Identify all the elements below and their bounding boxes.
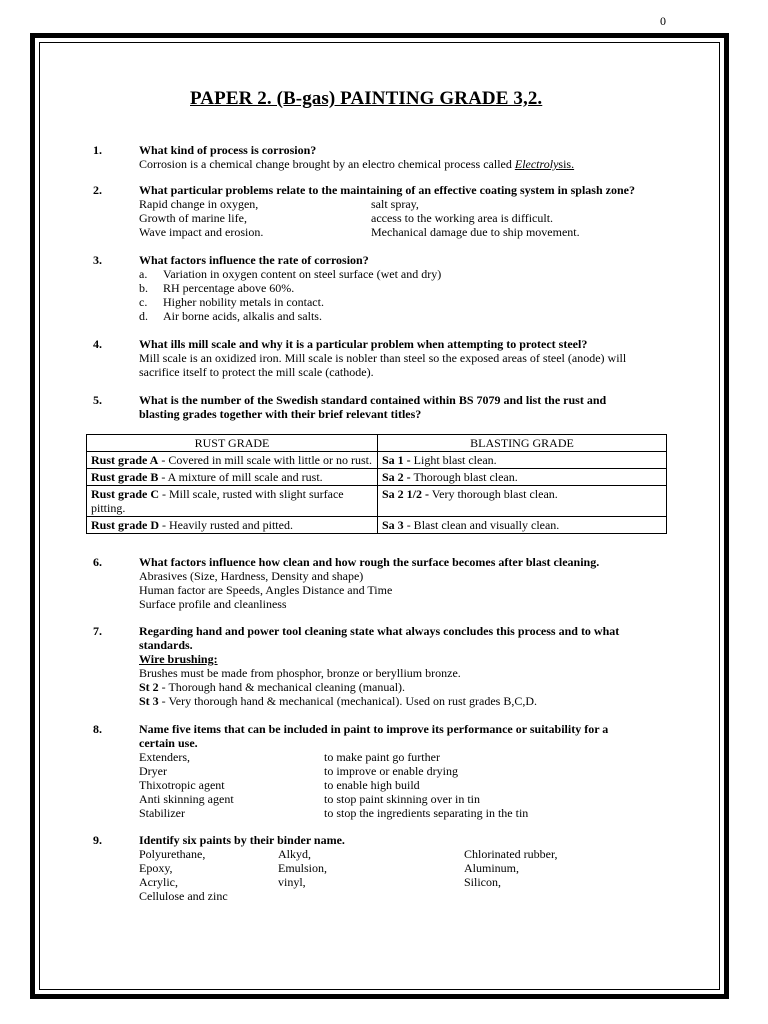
paint-name: Aluminum, — [464, 861, 520, 875]
answer-row — [139, 806, 679, 820]
answer-line: Mill scale is an oxidized iron. Mill scale is nobler than steel so the exposed areas of steel (anode) will — [139, 351, 627, 365]
standard-label: St 2 — [139, 680, 159, 694]
blasting-grade-desc: Very thorough blast clean. — [429, 487, 558, 501]
answer-term-italic: Electroly — [514, 157, 559, 171]
table-row — [87, 452, 667, 469]
answer-row — [139, 778, 679, 792]
rust-grade-cell — [87, 486, 378, 517]
blasting-grade-cell — [378, 486, 667, 517]
question-text: blasting grades together with their brief relevant titles? — [139, 407, 422, 421]
answer-line: sacrifice itself to protect the mill scale (cathode). — [139, 365, 374, 379]
rust-grade-desc: - Mill scale, rusted with slight surface pitting. — [91, 487, 344, 515]
list-text: RH percentage above 60%. — [163, 281, 295, 295]
list-item — [139, 281, 679, 295]
rust-grade-desc: - Heavily rusted and pitted. — [159, 518, 293, 532]
blasting-grade-label: Sa 1 - — [382, 453, 411, 467]
answer-row — [139, 861, 679, 875]
blasting-grade-desc: Thorough blast clean. — [410, 470, 518, 484]
item-name: Anti skinning agent — [139, 792, 234, 806]
rust-grade-label: Rust grade D — [91, 518, 159, 532]
answer-row — [139, 764, 679, 778]
answer-line: Surface profile and cleanliness — [139, 597, 287, 611]
item-purpose: to stop paint skinning over in tin — [324, 792, 480, 806]
grades-table — [86, 434, 667, 534]
list-item — [139, 295, 679, 309]
question-text: Regarding hand and power tool cleaning state what always concludes this process and to what — [139, 624, 620, 638]
page-title: PAPER 2. (B-gas) PAINTING GRADE 3,2. — [190, 88, 543, 109]
question-text: What factors influence how clean and how rough the surface becomes after blast cleaning. — [139, 555, 600, 569]
item-purpose: to enable high build — [324, 778, 420, 792]
question-text: What factors influence the rate of corrosion? — [139, 253, 369, 267]
paint-name: Emulsion, — [278, 861, 328, 875]
answer-line — [139, 694, 679, 708]
list-text: Higher nobility metals in contact. — [163, 295, 324, 309]
answer-line: Cellulose and zinc — [139, 889, 228, 903]
table-row — [87, 517, 667, 534]
factor-list — [139, 267, 679, 323]
question-text: certain use. — [139, 736, 198, 750]
answer-left: Wave impact and erosion. — [139, 225, 264, 239]
list-item — [139, 267, 679, 281]
question-text: What ills mill scale and why it is a particular problem when attempting to protect steel? — [139, 337, 588, 351]
question-number: 5. — [93, 393, 102, 407]
paint-name: vinyl, — [278, 875, 306, 889]
rust-grade-cell — [87, 517, 378, 534]
column-header-rust-grade: RUST GRADE — [87, 435, 378, 452]
table-row — [87, 469, 667, 486]
item-name: Thixotropic agent — [139, 778, 225, 792]
item-purpose: to stop the ingredients separating in the tin — [324, 806, 529, 820]
rust-grade-cell — [87, 469, 378, 486]
question-number: 2. — [93, 183, 102, 197]
page-number: 0 — [660, 14, 666, 28]
question-number: 7. — [93, 624, 102, 638]
question-text: What is the number of the Swedish standard contained within BS 7079 and list the rust and — [139, 393, 607, 407]
answer-row — [139, 792, 679, 806]
blasting-grade-desc: - Blast clean and visually clean. — [403, 518, 560, 532]
list-item — [139, 309, 679, 323]
question-number: 6. — [93, 555, 102, 569]
answer-line: Brushes must be made from phosphor, bronze or beryllium bronze. — [139, 666, 461, 680]
rust-grade-label: Rust grade C — [91, 487, 159, 501]
paint-name: Silicon, — [464, 875, 502, 889]
answer-line: Human factor are Speeds, Angles Distance and Time — [139, 583, 393, 597]
answer-prefix: Corrosion is a chemical change brought by an electro chemical process called — [139, 157, 515, 171]
answer-text — [139, 157, 679, 171]
table-row — [87, 486, 667, 517]
paint-name: Polyurethane, — [139, 847, 206, 861]
paint-name: Alkyd, — [278, 847, 311, 861]
answer-row — [139, 197, 679, 211]
standard-label: St 3 — [139, 694, 159, 708]
item-purpose: to improve or enable drying — [324, 764, 458, 778]
rust-grade-label: Rust grade A — [91, 453, 159, 467]
rust-grade-desc: - Covered in mill scale with little or no rust. — [158, 453, 372, 467]
paint-name: Acrylic, — [139, 875, 178, 889]
blasting-grade-label: Sa 2 - — [382, 470, 411, 484]
answer-term-rest: sis. — [558, 157, 575, 171]
question-text: What kind of process is corrosion? — [139, 143, 317, 157]
question-number: 9. — [93, 833, 102, 847]
question-number: 4. — [93, 337, 102, 351]
answer-line — [139, 680, 679, 694]
answer-right: Mechanical damage due to ship movement. — [371, 225, 580, 239]
question-text: What particular problems relate to the maintaining of an effective coating system in splash zone? — [139, 183, 635, 197]
item-name: Stabilizer — [139, 806, 185, 820]
blasting-grade-label: Sa 3 — [382, 518, 404, 532]
answer-row — [139, 211, 679, 225]
answer-row — [139, 875, 679, 889]
question-number: 1. — [93, 143, 102, 157]
rust-grade-label: Rust grade B — [91, 470, 159, 484]
rust-grade-cell — [87, 452, 378, 469]
answer-left: Growth of marine life, — [139, 211, 247, 225]
answer-right: access to the working area is difficult. — [371, 211, 554, 225]
question-text: Name five items that can be included in paint to improve its performance or suitability for a — [139, 722, 609, 736]
list-text: Air borne acids, alkalis and salts. — [163, 309, 322, 323]
list-letter: d. — [139, 309, 148, 323]
blasting-grade-desc: Light blast clean. — [410, 453, 497, 467]
blasting-grade-cell — [378, 452, 667, 469]
subheading: Wire brushing: — [139, 652, 218, 666]
list-text: Variation in oxygen content on steel surface (wet and dry) — [163, 267, 442, 281]
answer-row — [139, 847, 679, 861]
list-letter: a. — [139, 267, 148, 281]
question-text: Identify six paints by their binder name. — [139, 833, 345, 847]
blasting-grade-label: Sa 2 1/2 - — [382, 487, 430, 501]
blasting-grade-cell — [378, 469, 667, 486]
question-number: 3. — [93, 253, 102, 267]
list-letter: c. — [139, 295, 148, 309]
column-header-blasting-grade: BLASTING GRADE — [378, 435, 667, 452]
table-header-row — [87, 435, 667, 452]
list-letter: b. — [139, 281, 148, 295]
rust-grade-desc: - A mixture of mill scale and rust. — [158, 470, 323, 484]
item-name: Dryer — [139, 764, 167, 778]
answer-line: Abrasives (Size, Hardness, Density and shape) — [139, 569, 364, 583]
answer-left: Rapid change in oxygen, — [139, 197, 259, 211]
item-name: Extenders, — [139, 750, 190, 764]
answer-row — [139, 750, 679, 764]
answer-row — [139, 225, 679, 239]
answer-right: salt spray, — [371, 197, 419, 211]
paint-name: Epoxy, — [139, 861, 173, 875]
item-purpose: to make paint go further — [324, 750, 440, 764]
paint-name: Chlorinated rubber, — [464, 847, 558, 861]
question-text: standards. — [139, 638, 193, 652]
question-number: 8. — [93, 722, 102, 736]
standard-desc: - Very thorough hand & mechanical (mechanical). Used on rust grades B,C,D. — [158, 694, 538, 708]
standard-desc: - Thorough hand & mechanical cleaning (manual). — [158, 680, 406, 694]
blasting-grade-cell — [378, 517, 667, 534]
